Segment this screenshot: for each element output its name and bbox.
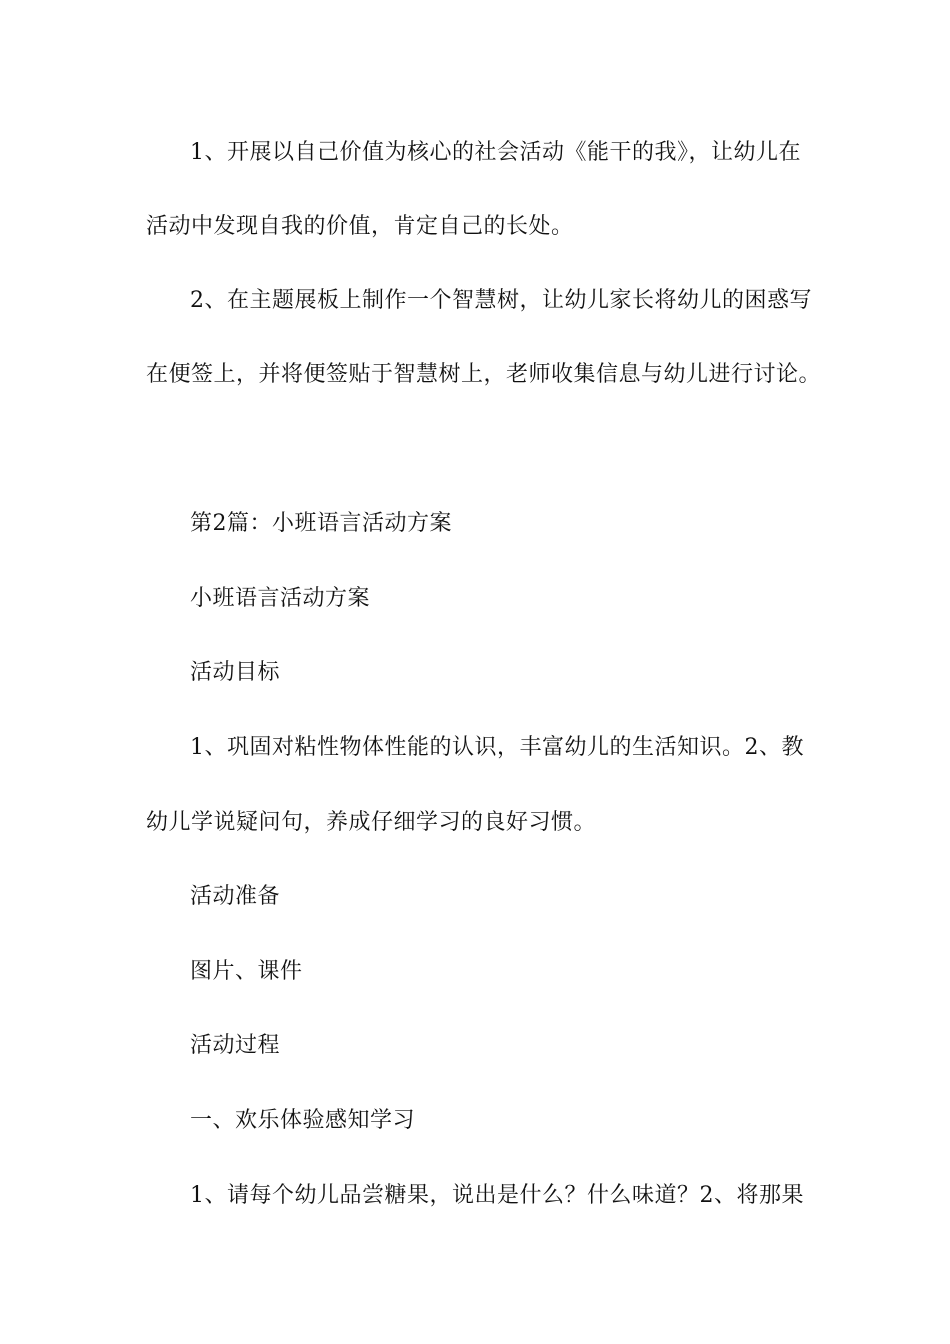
document-title: 小班语言活动方案 bbox=[190, 586, 371, 611]
paragraph-line: 在便签上，并将便签贴于智慧树上，老师收集信息与幼儿进行讨论。 bbox=[146, 362, 822, 387]
heading-preparation: 活动准备 bbox=[190, 884, 281, 909]
paragraph-line: 图片、课件 bbox=[190, 959, 303, 984]
paragraph-line: 1、巩固对粘性物体性能的认识，丰富幼儿的生活知识。2、教 bbox=[190, 735, 804, 760]
paragraph-line: 1、开展以自己价值为核心的社会活动《能干的我》，让幼儿在 bbox=[190, 140, 801, 165]
heading-objectives: 活动目标 bbox=[190, 660, 281, 685]
paragraph-line: 1、请每个幼儿品尝糖果，说出是什么？什么味道？2、将那果 bbox=[190, 1183, 804, 1208]
section-title: 第2篇：小班语言活动方案 bbox=[190, 511, 452, 536]
subheading: 一、欢乐体验感知学习 bbox=[190, 1108, 416, 1133]
paragraph-line: 活动中发现自我的价值，肯定自己的长处。 bbox=[146, 214, 574, 239]
heading-process: 活动过程 bbox=[190, 1033, 281, 1058]
paragraph-line: 2、在主题展板上制作一个智慧树，让幼儿家长将幼儿的困惑写 bbox=[190, 288, 812, 313]
paragraph-line: 幼儿学说疑问句，养成仔细学习的良好习惯。 bbox=[146, 810, 597, 835]
